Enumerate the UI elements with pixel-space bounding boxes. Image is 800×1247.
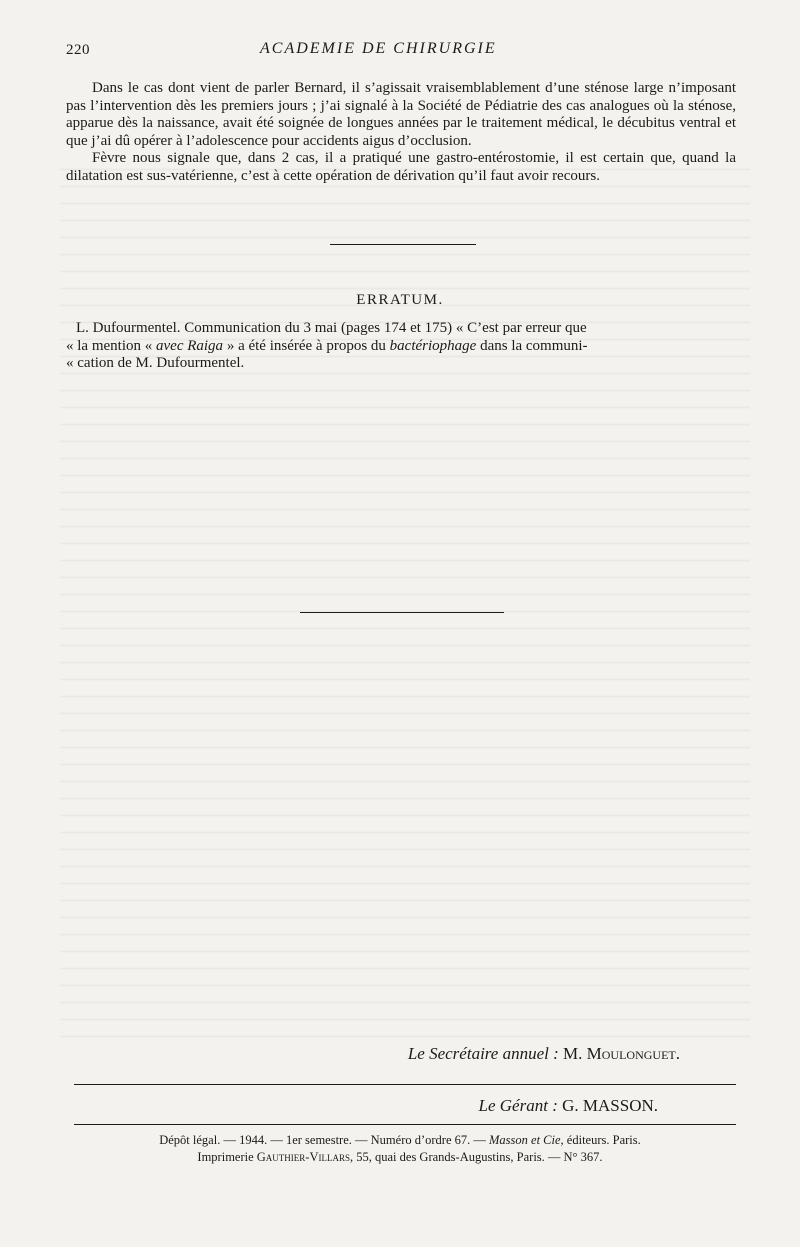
erratum-line: « la mention « avec Raiga » a été insérée à propos du bactériophage dans la communi- bbox=[66, 337, 588, 354]
imprint bbox=[0, 1132, 800, 1166]
erratum-text bbox=[66, 320, 736, 373]
paragraph: Fèvre nous signale que, dans 2 cas, il a pratiqué une gastro-entérostomie, il est certain que, quand la dilatation est sus-vatérienne, c’est à cette opération de dérivation qu’il faut avoir recours. bbox=[66, 150, 736, 184]
footer-rule bbox=[74, 1124, 736, 1125]
imprint-line: Dépôt légal. — 1944. — 1er semestre. — Numéro d’ordre 67. — Masson et Cie, éditeurs. Paris. bbox=[159, 1133, 641, 1147]
gerant-signature: Le Gérant : G. MASSON. bbox=[478, 1096, 658, 1115]
footer-rule bbox=[74, 1084, 736, 1085]
page-number: 220 bbox=[66, 42, 90, 58]
paragraph: Dans le cas dont vient de parler Bernard, il s’agissait vraisemblablement d’une sténose large n’imposant pas l’intervention dès les premiers jours ; j’ai signalé à la Société de Pédiatrie des cas analogues où la sténose, apparue dès la naissance, avait été soignée de longues années par le traitement médical, le décubitus ventral et que j’ai dû opérer à l’adolescence pour accidents aigus d’occlusion. bbox=[66, 80, 736, 149]
section-divider bbox=[330, 244, 476, 245]
imprint-line: Imprimerie Gauthier-Villars, 55, quai des Grands-Augustins, Paris. — N° 367. bbox=[197, 1150, 603, 1164]
secretary-signature: Le Secrétaire annuel : M. Moulonguet. bbox=[407, 1044, 680, 1063]
body-text bbox=[66, 80, 736, 185]
erratum-line: « cation de M. Dufourmentel. bbox=[66, 355, 245, 371]
section-divider bbox=[300, 612, 504, 613]
erratum-line: L. Dufourmentel. Communication du 3 mai (pages 174 et 175) « C’est par erreur que bbox=[76, 320, 587, 336]
erratum-heading: ERRATUM. bbox=[356, 292, 444, 308]
running-title: ACADEMIE DE CHIRURGIE bbox=[260, 40, 497, 57]
